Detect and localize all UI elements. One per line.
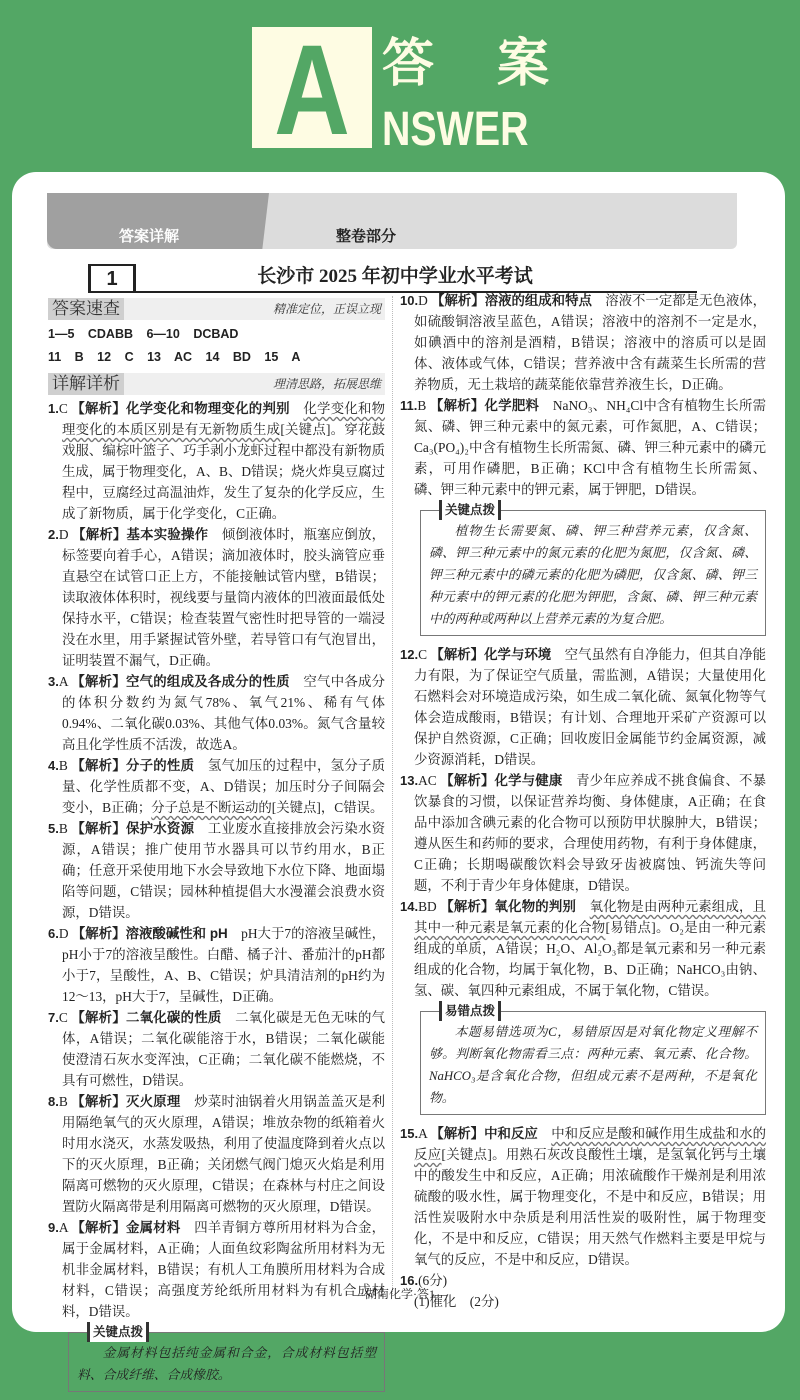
item-answer: AC bbox=[418, 773, 441, 788]
items-right-c bbox=[400, 1123, 766, 1270]
item-answer: A bbox=[58, 1220, 72, 1235]
quick-answers-line-1: 1—5 CDABB 6—10 DCBAD bbox=[48, 327, 239, 341]
key-point-text: 中和反应是酸和碱作用生成盐和水的反应 bbox=[414, 1126, 767, 1162]
answer-item bbox=[400, 1123, 766, 1270]
answer-item bbox=[48, 818, 385, 923]
item-answer: B bbox=[58, 758, 72, 773]
item-topic: 【解析】分子的性质 bbox=[71, 758, 195, 773]
error-tip-box bbox=[420, 1004, 766, 1115]
item-topic: 【解析】溶液的组成和特点 bbox=[431, 293, 592, 308]
item-text bbox=[538, 1126, 551, 1141]
quick-answer-title: 答案速查 bbox=[48, 298, 124, 320]
answer-item bbox=[48, 1091, 385, 1217]
item-answer: A bbox=[418, 1126, 431, 1141]
logo-cn-1: 答 bbox=[382, 35, 435, 93]
item-number: 10. bbox=[400, 293, 419, 308]
item-text: 倾倒液体时，瓶塞应倒放，标签要向着手心，A错误；滴加液体时，胶头滴管应垂直悬空在试管口正上方，不能接触试管内壁，B错误；读取液体体积时，视线要与量筒内液体的凹液面最低处保持水平，C错误；检查装置气密性时把导管的一端浸没在水里，用手紧握试管外壁，若导管口有气泡冒出，证明装置不漏气，D正确。 bbox=[62, 527, 385, 668]
answer-item bbox=[48, 1217, 385, 1322]
item-number: 1. bbox=[48, 401, 59, 416]
item-number: 11. bbox=[400, 398, 418, 413]
item-text bbox=[576, 899, 590, 914]
key-point-text: 分子总是不断运动的 bbox=[151, 800, 272, 815]
key-tip-label: 关键点拨 bbox=[87, 1322, 149, 1342]
item-text: pH大于7的溶液呈碱性，pH小于7的溶液呈酸性。白醋、橘子汁、番茄汁的pH都小于7，呈酸性，A、B、C错误；炉具清洁剂的pH约为12～13，pH大于7，呈碱性，D正确。 bbox=[62, 926, 385, 1004]
item-number: 15. bbox=[400, 1126, 419, 1141]
answer-item bbox=[400, 644, 766, 770]
item-text: [关键点]。用熟石灰改良酸性土壤，是氢氧化钙与土壤中的酸发生中和反应，A正确；用浓硫酸作干燥剂是利用浓硫酸的吸水性，属于物理变化，不是中和反应，B错误；用活性炭吸附水中杂质是利用活性炭的吸附性，属于物理变化，不是中和反应，C错误；用天然气作燃料主要是甲烷与氧气的反应，不是中和反应，D错误。 bbox=[414, 1147, 766, 1267]
item-text: 空气中各成分的体积分数约为氮气78%、氧气21%、稀有气体0.94%、二氧化碳0.03%、其他气体0.03%。氮气含量较高且化学性质不活泼，故选A。 bbox=[62, 674, 386, 752]
item-answer: D bbox=[58, 527, 73, 542]
key-tip-text: 金属材料包括纯金属和合金，合成材料包括塑料、合成纤维、合成橡胶。 bbox=[77, 1346, 376, 1382]
answer-item bbox=[48, 923, 385, 1007]
item-answer: B bbox=[417, 398, 430, 413]
item-number: 13. bbox=[400, 773, 419, 788]
key-tip-box bbox=[68, 1325, 385, 1392]
answer-item bbox=[48, 524, 385, 671]
answer-item bbox=[48, 398, 385, 524]
item-topic: 【解析】灭火原理 bbox=[71, 1094, 181, 1109]
answer-item bbox=[400, 290, 766, 395]
error-tip-label: 易错点拨 bbox=[439, 1001, 501, 1021]
logo-letter: A bbox=[274, 19, 350, 162]
key-point-text: 化学变化和物理变化的本质区别是有无新物质生成 bbox=[62, 401, 386, 437]
quick-answers-line-2: 11 B 12 C 13 AC 14 BD 15 A bbox=[48, 350, 301, 364]
key-tip-box bbox=[420, 503, 766, 636]
answer-item bbox=[400, 395, 766, 500]
item-number: 6. bbox=[48, 926, 59, 941]
item-answer: A bbox=[58, 674, 72, 689]
item-topic: 【解析】保护水资源 bbox=[71, 821, 195, 836]
item-topic: 【解析】化学与环境 bbox=[430, 647, 552, 662]
items-left bbox=[48, 398, 385, 1322]
detail-header bbox=[48, 373, 385, 395]
logo-box bbox=[252, 19, 372, 162]
section-header-bar bbox=[47, 193, 737, 249]
key-tip-label: 关键点拨 bbox=[439, 500, 501, 520]
tab-full-paper: 整卷部分 bbox=[336, 228, 397, 245]
answer-item bbox=[48, 755, 385, 818]
item-text: NaNO₃、NH₄Cl中含有植物生长所需氮、磷、钾三种元素中的氮元素，可作氮肥，A、C错误；Ca₃(PO₄)₂中含有植物生长所需氮、磷、钾三种元素中的磷元素，可用作磷肥，B正确；KCl中含有植物生长所需氮、磷、钾三种元素中的钾元素，属于钾肥，D错误。 bbox=[414, 398, 767, 497]
item-number: 4. bbox=[48, 758, 59, 773]
item-answer: C bbox=[418, 647, 431, 662]
item-topic: 【解析】中和反应 bbox=[430, 1126, 538, 1141]
column-divider bbox=[392, 296, 393, 1296]
item-answer: D bbox=[58, 926, 72, 941]
items-right-a bbox=[400, 290, 766, 500]
quick-answer-header bbox=[48, 298, 385, 320]
item-number: 3. bbox=[48, 674, 59, 689]
item-text: [易错点]。O₂是由一种元素组成的单质，A错误；H₂O、Al₂O₃都是氧元素和另一种元素组成的化合物，均属于氧化物，B、D正确；NaHCO₃由钠、氢、碳、氧四种元素组成，不属于氧化物，C错误。 bbox=[414, 920, 766, 998]
item-text: 青少年应养成不挑食偏食、不暴饮暴食的习惯，以保证营养均衡、身体健康，A正确；在食品中添加含碘元素的化合物可以预防甲状腺肿大，B错误；遵从医生和药师的要求，合理使用药物，有利于身体健康，C正确；长期喝碳酸饮料会导致牙齿被腐蚀、钙流失等问题，不利于青少年身体健康，D错误。 bbox=[414, 773, 767, 893]
item-text: [关键点]，C错误。 bbox=[271, 800, 384, 815]
item-number: 9. bbox=[48, 1220, 59, 1235]
item-answer: C bbox=[58, 1010, 72, 1025]
page-footer: —湖南化学·答1— bbox=[353, 1287, 447, 1301]
item-text: 氢气加压的过程中，氢分子质量、化学性质都不变，A、D错误；加压时分子间隔会变小，B正确； bbox=[62, 758, 386, 815]
key-point-text: 氧化物是由两种元素组成，且其中一种元素是氧元素的化合物 bbox=[414, 899, 767, 935]
logo-en: NSWER bbox=[382, 103, 529, 156]
item-number: 12. bbox=[400, 647, 419, 662]
item-topic: 【解析】空气的组成及各成分的性质 bbox=[71, 674, 290, 689]
item-number: 16. bbox=[400, 1273, 419, 1288]
item-number: 14. bbox=[400, 899, 419, 914]
item-topic: 【解析】基本实验操作 bbox=[72, 527, 209, 542]
item-answer: BD bbox=[418, 899, 441, 914]
item-text: 溶液不一定都是无色液体，如硫酸铜溶液呈蓝色，A错误；溶液中的溶剂不一定是水，如碘酒中的溶剂是酒精，B错误；溶液中的溶质可以是固体、液体或气体，C错误；营养液中含有蔬菜生长所需的营养物质，无土栽培的蔬菜能依靠营养液生长，D正确。 bbox=[414, 293, 766, 392]
answer-item bbox=[48, 671, 385, 755]
key-tip-text: 植物生长需要氮、磷、钾三种营养元素，仅含氮、磷、钾三种元素中的氮元素的化肥为氮肥，仅含氮、磷、钾三种元素中的磷元素的化肥为磷肥，仅含氮、磷、钾三种元素中的钾元素的化肥为钾肥，含氮、磷、钾三种元素中的两种或两种以上营养元素的为复合肥。 bbox=[429, 524, 757, 626]
right-column bbox=[400, 290, 766, 1312]
detail-title: 详解详析 bbox=[48, 373, 124, 395]
item-text: 四羊青铜方尊所用材料为合金，属于金属材料，A正确；人面鱼纹彩陶盆所用材料为无机非金属材料，B错误；有机人工角膜所用材料为合成材料，C错误；高强度芳纶纸所用材料为有机合成材料，D错误。 bbox=[62, 1220, 386, 1319]
tab-answer-detail: 答案详解 bbox=[119, 228, 180, 245]
logo-cn-2: 案 bbox=[497, 35, 550, 93]
item-number: 8. bbox=[48, 1094, 59, 1109]
error-tip-text: 本题易错选项为C，易错原因是对氧化物定义理解不够。判断氧化物需看三点：两种元素、氧元素、化合物。NaHCO₃是含氧化合物，但组成元素不是两种，不是氧化物。 bbox=[429, 1025, 757, 1105]
paper-number: 1 bbox=[88, 264, 136, 292]
item-text: 炒菜时油锅着火用锅盖盖灭是利用隔绝氧气的灭火原理，A错误；堆放杂物的纸箱着火时用水浇灭，水蒸发吸热，利用了使温度降到着火点以下的灭火原理，B正确；关闭燃气阀门熄灭火焰是利用隔离可燃物的灭火原理，C错误；在森林与村庄之间设置防火隔离带是利用隔离可燃物的灭火原理，D错误。 bbox=[62, 1094, 386, 1214]
item-text: 二氧化碳是无色无味的气体，A错误；二氧化碳能溶于水，B错误；二氧化碳能使澄清石灰水变浑浊，C正确；二氧化碳不能燃烧，不具有可燃性，D错误。 bbox=[62, 1010, 386, 1088]
item-text: 工业废水直接排放会污染水资源，A错误；推广使用节水器具可以节约用水，B正确；任意开采使用地下水会导致地下水位下降、地面塌陷等问题，C错误；园林种植提倡大水漫灌会浪费水资源，D错误。 bbox=[62, 821, 386, 920]
item-topic: 【解析】氧化物的判别 bbox=[440, 899, 577, 914]
item-text bbox=[290, 401, 304, 416]
detail-slogan: 理清思路，拓展思维 bbox=[272, 376, 381, 391]
item-text: [关键点]。穿花鼓戏服、编棕叶篮子、巧手剥小龙虾过程中都没有新物质生成，属于物理变化，A、B、D错误；烧火炸臭豆腐过程中，豆腐经过高温油炸，发生了复杂的化学反应，生成了新物质，属于化学变化，C正确。 bbox=[62, 422, 385, 521]
answer-item bbox=[400, 770, 766, 896]
item-score: (6分) bbox=[418, 1273, 448, 1288]
answer-item bbox=[48, 1007, 385, 1091]
question-16-part-1: (1)催化 (2分) bbox=[414, 1294, 499, 1309]
item-answer: B bbox=[58, 821, 72, 836]
item-number: 7. bbox=[48, 1010, 59, 1025]
item-topic: 【解析】化学肥料 bbox=[429, 398, 540, 413]
item-number: 5. bbox=[48, 821, 59, 836]
item-topic: 【解析】溶液酸碱性和 pH bbox=[71, 926, 228, 941]
item-topic: 【解析】化学与健康 bbox=[440, 773, 563, 788]
item-answer: B bbox=[58, 1094, 72, 1109]
item-answer: D bbox=[418, 293, 432, 308]
answer-item bbox=[400, 896, 766, 1001]
item-topic: 【解析】二氧化碳的性质 bbox=[71, 1010, 222, 1025]
item-topic: 【解析】化学变化和物理变化的判别 bbox=[71, 401, 290, 416]
item-text: 空气虽然有自净能力，但其自净能力有限，为了保证空气质量，需监测，A错误；大量使用化石燃料会对环境造成污染，如生成二氧化硫、氮氧化物等气体会造成酸雨，B错误；有计划、合理地开采矿产资源可以保护自然资源，C正确；回收废旧金属能节约金属资源，减少资源消耗，D错误。 bbox=[414, 647, 767, 767]
item-answer: C bbox=[58, 401, 72, 416]
quick-answer-slogan: 精准定位，正误立现 bbox=[272, 301, 381, 316]
item-topic: 【解析】金属材料 bbox=[71, 1220, 181, 1235]
paper-title: 长沙市 2025 年初中学业水平考试 bbox=[257, 266, 533, 287]
items-right-b bbox=[400, 644, 766, 1001]
left-column bbox=[48, 298, 385, 1400]
item-number: 2. bbox=[48, 527, 59, 542]
